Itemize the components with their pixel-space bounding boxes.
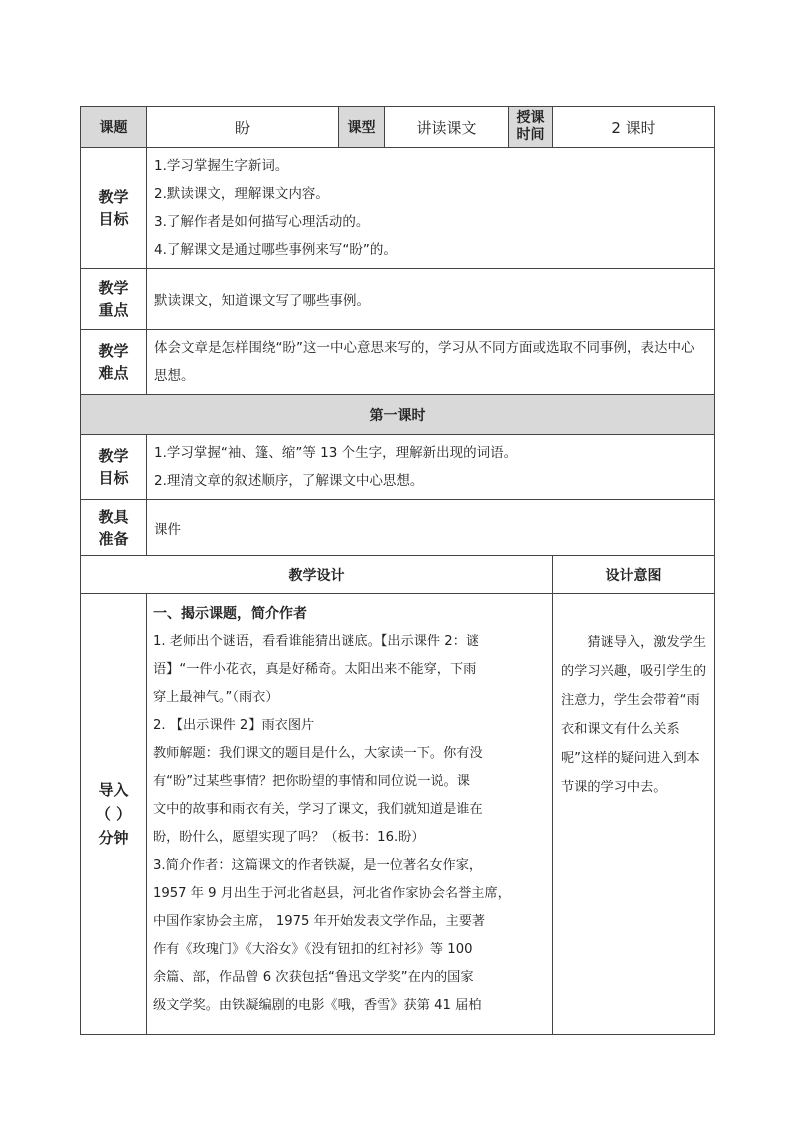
intro-line: 2. 【出示课件 2】雨衣图片 xyxy=(153,718,315,733)
intro-label-line: 导入 xyxy=(98,781,129,799)
intro-line: 盼，盼什么，愿望实现了吗？（板书：16.盼） xyxy=(153,830,425,845)
intro-label xyxy=(81,594,147,1035)
goals-label: 教学目标 xyxy=(98,188,129,228)
key-points-row xyxy=(81,269,715,330)
first-lesson-row xyxy=(81,395,715,435)
difficulties-text: 体会文章是怎样围绕“盼”这一中心意思来写的，学习从不同方面或选取不同事例，表达中心思想。 xyxy=(147,330,715,395)
lesson-goal-item: 2.理清文章的叙述顺序，了解课文中心思想。 xyxy=(154,473,424,489)
intro-line: 穿上最神气。”（雨衣） xyxy=(153,690,279,705)
lesson-goal-item: 1.学习掌握“袖、篷、缩”等 13 个生字，理解新出现的词语。 xyxy=(154,445,518,461)
materials-label: 教具准备 xyxy=(98,507,129,548)
subject-value: 盼 xyxy=(147,107,339,148)
materials-text: 课件 xyxy=(147,500,715,556)
intro-line: 作有《玫瑰门》《大浴女》《没有钮扣的红衬衫》等 100 xyxy=(153,942,473,957)
intro-line: 有“盼”过某些事情？把你盼望的事情和同位说一说。课 xyxy=(153,774,470,789)
key-points-label: 教学重点 xyxy=(98,279,129,319)
hours-label: 授课时间 xyxy=(509,107,553,148)
difficulties-label: 教学难点 xyxy=(98,342,129,382)
intro-line: 文中的故事和雨衣有关，学习了课文，我们就知道是谁在 xyxy=(153,802,483,817)
goals-row xyxy=(81,148,715,269)
type-label: 课型 xyxy=(339,107,385,148)
first-lesson-title: 第一课时 xyxy=(81,395,715,435)
intro-row xyxy=(81,594,715,1035)
materials-row xyxy=(81,500,715,556)
intro-label-line: 分钟 xyxy=(98,829,129,847)
lesson-goals-row xyxy=(81,435,715,500)
difficulties-row xyxy=(81,330,715,395)
goal-item: 2.默读课文，理解课文内容。 xyxy=(154,186,329,202)
goal-item: 3.了解作者是如何描写心理活动的。 xyxy=(154,214,370,230)
intro-intent: 猜谜导入，激发学生的学习兴趣，吸引学生的注意力，学生会带着“雨衣和课文有什么关系呢”这样的疑问进入到本节课的学习中去。 xyxy=(553,594,715,1035)
subject-label: 课题 xyxy=(81,107,147,148)
lesson-plan-table xyxy=(80,106,715,1035)
hours-value: 2 课时 xyxy=(553,107,715,148)
intro-line: 语】“一件小花衣，真是好稀奇。太阳出来不能穿，下雨 xyxy=(153,662,477,677)
lesson-goals-list xyxy=(147,435,715,500)
intro-line: 1. 老师出个谜语，看看谁能猜出谜底。【出示课件 2：谜 xyxy=(153,634,480,649)
goal-item: 4.了解课文是通过哪些事例来写“盼”的。 xyxy=(154,242,397,258)
intro-design xyxy=(147,594,553,1035)
intro-label-line: （ ） xyxy=(95,805,132,823)
intro-line: 中国作家协会主席， 1975 年开始发表文学作品，主要著 xyxy=(153,914,486,929)
intro-line: 3.简介作者：这篇课文的作者铁凝，是一位著名女作家， xyxy=(153,858,483,873)
intro-line: 余篇、部，作品曾 6 次获包括“鲁迅文学奖”在内的国家 xyxy=(153,970,474,985)
intro-line: 1957 年 9 月出生于河北省赵县，河北省作家协会名誉主席， xyxy=(153,886,511,901)
intent-header: 设计意图 xyxy=(553,556,715,594)
type-value: 讲读课文 xyxy=(385,107,509,148)
intro-line: 级文学奖。由铁凝编剧的电影《哦，香雪》获第 41 届柏 xyxy=(153,998,482,1013)
lesson-goals-label: 教学目标 xyxy=(98,447,129,487)
header-row xyxy=(81,107,715,148)
intro-line: 教师解题：我们课文的题目是什么，大家读一下。你有没 xyxy=(153,746,483,761)
goal-item: 1.学习掌握生字新词。 xyxy=(154,158,289,174)
key-points-text: 默读课文，知道课文写了哪些事例。 xyxy=(147,269,715,330)
goals-list xyxy=(147,148,715,269)
intro-heading: 一、揭示课题，简介作者 xyxy=(153,606,307,622)
design-header: 教学设计 xyxy=(81,556,553,594)
design-header-row xyxy=(81,556,715,594)
